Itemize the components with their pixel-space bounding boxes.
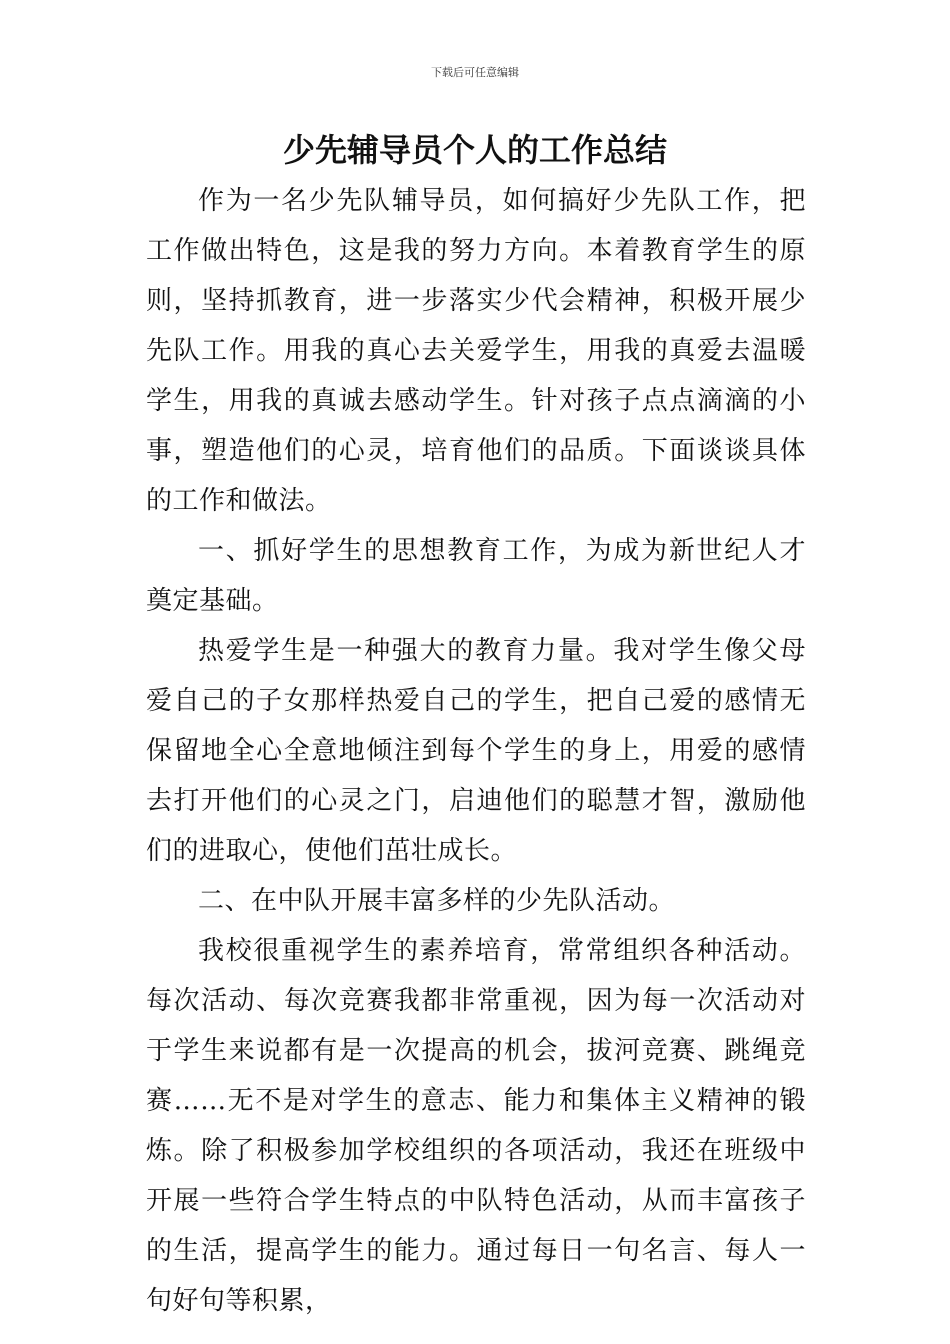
document-body (146, 176, 806, 1326)
document-title: 少先辅导员个人的工作总结 (282, 131, 667, 169)
section-heading-1: 一、抓好学生的思想教育工作，为成为新世纪人才奠定基础。 (146, 536, 806, 616)
page-header-note: 下载后可任意编辑 (431, 66, 519, 79)
section-heading-2: 二、在中队开展丰富多样的少先队活动。 (198, 886, 676, 916)
paragraph-intro: 作为一名少先队辅导员，如何搞好少先队工作，把工作做出特色，这是我的努力方向。本着教育学生的原则，坚持抓教育，进一步落实少代会精神，积极开展少先队工作。用我的真心去关爱学生，用我的真爱去温暖学生，用我的真诚去感动学生。针对孩子点点滴滴的小事，塑造他们的心灵，培育他们的品质。下面谈谈具体的工作和做法。 (146, 186, 806, 516)
paragraph-section-1: 热爱学生是一种强大的教育力量。我对学生像父母爱自己的子女那样热爱自己的学生，把自己爱的感情无保留地全心全意地倾注到每个学生的身上，用爱的感情去打开他们的心灵之门，启迪他们的聪慧才智，激励他们的进取心，使他们茁壮成长。 (146, 636, 806, 866)
paragraph-section-2: 我校很重视学生的素养培育，常常组织各种活动。每次活动、每次竞赛我都非常重视，因为每一次活动对于学生来说都有是一次提高的机会，拔河竞赛、跳绳竞赛……无不是对学生的意志、能力和集体主义精神的锻炼。除了积极参加学校组织的各项活动，我还在班级中开展一些符合学生特点的中队特色活动，从而丰富孩子的生活，提高学生的能力。通过每日一句名言、每人一句好句等积累， (146, 936, 806, 1316)
